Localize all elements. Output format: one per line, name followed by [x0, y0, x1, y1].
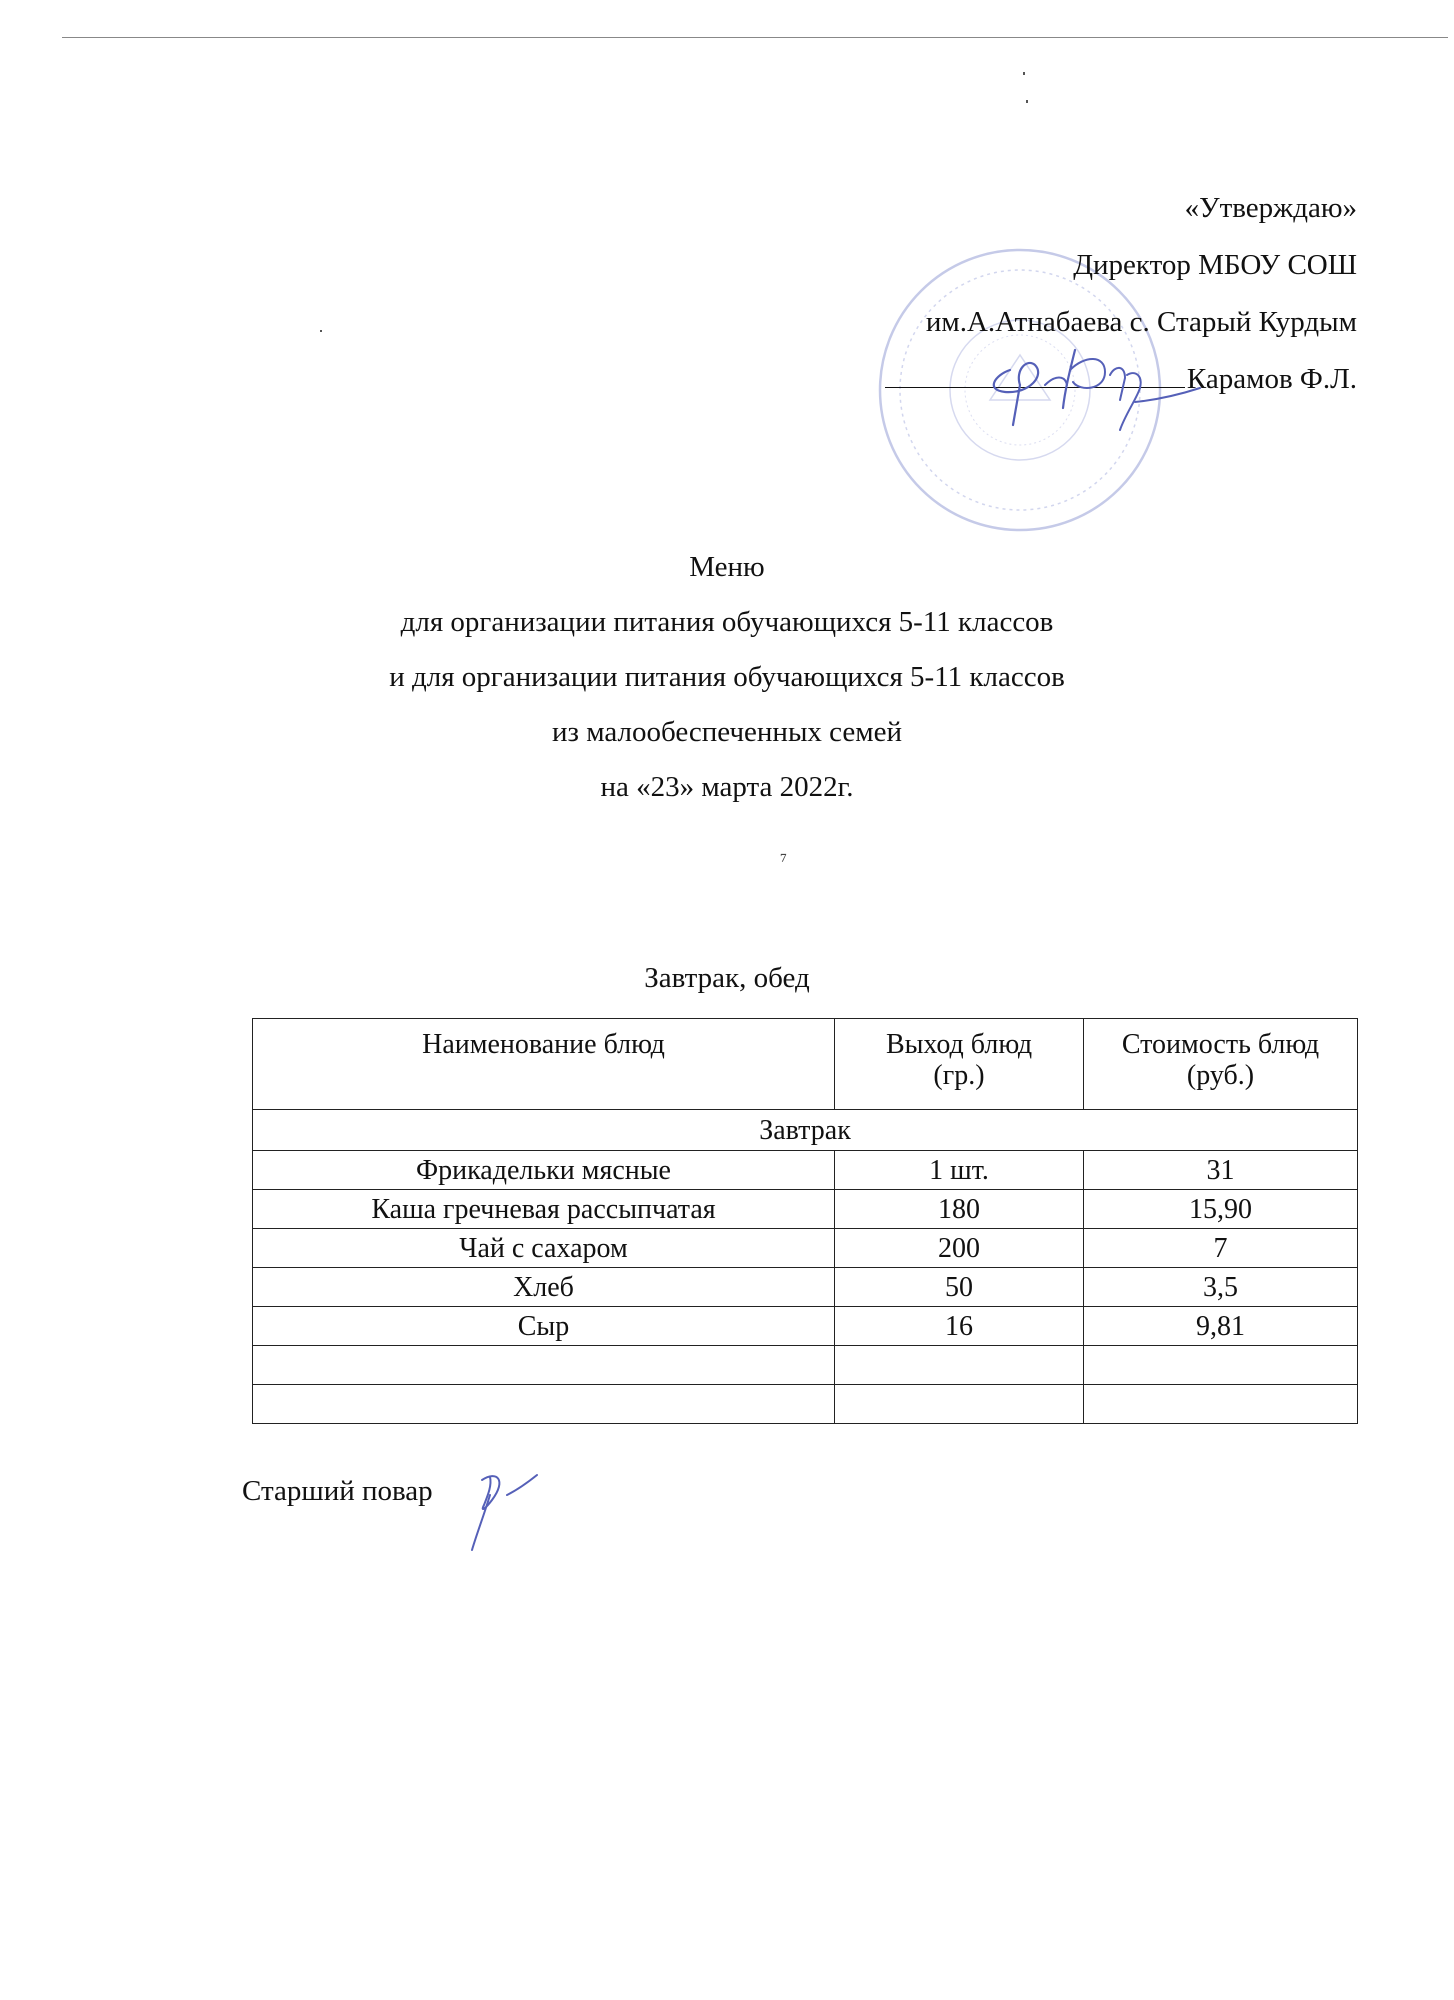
- header-yield-line1: Выход блюд: [885, 1029, 1033, 1060]
- table-row: [253, 1151, 1358, 1190]
- scan-top-edge: [62, 37, 1448, 38]
- empty-cell: [1084, 1346, 1358, 1385]
- section-row: [253, 1110, 1358, 1151]
- table-header-row: [253, 1019, 1358, 1110]
- empty-row: [253, 1385, 1358, 1424]
- document-title: [0, 540, 1454, 815]
- dish-yield: 180: [835, 1190, 1084, 1229]
- table-row: [253, 1268, 1358, 1307]
- dish-name: Каша гречневая рассыпчатая: [253, 1190, 835, 1229]
- empty-cell: [1084, 1385, 1358, 1424]
- table-row: [253, 1307, 1358, 1346]
- dish-cost: 9,81: [1084, 1307, 1358, 1346]
- dish-yield: 16: [835, 1307, 1084, 1346]
- empty-cell: [253, 1346, 835, 1385]
- scan-speck: [1026, 100, 1028, 103]
- header-cost-line1: Стоимость блюд: [1121, 1029, 1320, 1060]
- header-yield-line2: (гр.): [933, 1060, 985, 1091]
- title-purpose: для организации питания обучающихся 5-11 классов: [400, 606, 1054, 638]
- school-name: им.А.Атнабаева с. Старый Курдым: [925, 306, 1357, 338]
- meal-title: Завтрак, обед: [644, 962, 810, 994]
- menu-table: [252, 1018, 1358, 1424]
- empty-cell: [835, 1385, 1084, 1424]
- empty-cell: [253, 1385, 835, 1424]
- title-purpose-2: и для организации питания обучающихся 5-11 классов: [389, 661, 1065, 693]
- header-cost-line2: (руб.): [1186, 1060, 1255, 1091]
- dish-yield: 200: [835, 1229, 1084, 1268]
- dish-yield: 1 шт.: [835, 1151, 1084, 1190]
- title-families: из малообеспеченных семей: [551, 716, 903, 748]
- scan-speck: [1023, 72, 1025, 75]
- director-signature: [975, 330, 1205, 440]
- cook-label: Старший повар: [242, 1475, 433, 1507]
- director-name: Карамов Ф.Л.: [1186, 363, 1357, 395]
- title-date: на «23» марта 2022г.: [600, 771, 854, 803]
- section-breakfast: Завтрак: [253, 1110, 1358, 1151]
- empty-row: [253, 1346, 1358, 1385]
- header-dish-name: Наименование блюд: [253, 1019, 835, 1110]
- scan-mark: ⁷: [780, 850, 787, 872]
- dish-cost: 7: [1084, 1229, 1358, 1268]
- dish-name: Хлеб: [253, 1268, 835, 1307]
- dish-name: Чай с сахаром: [253, 1229, 835, 1268]
- dish-yield: 50: [835, 1268, 1084, 1307]
- table-row: [253, 1229, 1358, 1268]
- dish-name: Фрикадельки мясные: [253, 1151, 835, 1190]
- header-cost: [1084, 1019, 1358, 1110]
- dish-cost: 3,5: [1084, 1268, 1358, 1307]
- approve-label: «Утверждаю»: [1184, 192, 1357, 224]
- cook-signature: [462, 1465, 542, 1555]
- dish-name: Сыр: [253, 1307, 835, 1346]
- header-yield: [835, 1019, 1084, 1110]
- dish-cost: 15,90: [1084, 1190, 1358, 1229]
- title-menu: Меню: [689, 551, 765, 583]
- table-row: [253, 1190, 1358, 1229]
- director-position: Директор МБОУ СОШ: [1073, 249, 1357, 281]
- scan-speck: [320, 330, 322, 332]
- dish-cost: 31: [1084, 1151, 1358, 1190]
- empty-cell: [835, 1346, 1084, 1385]
